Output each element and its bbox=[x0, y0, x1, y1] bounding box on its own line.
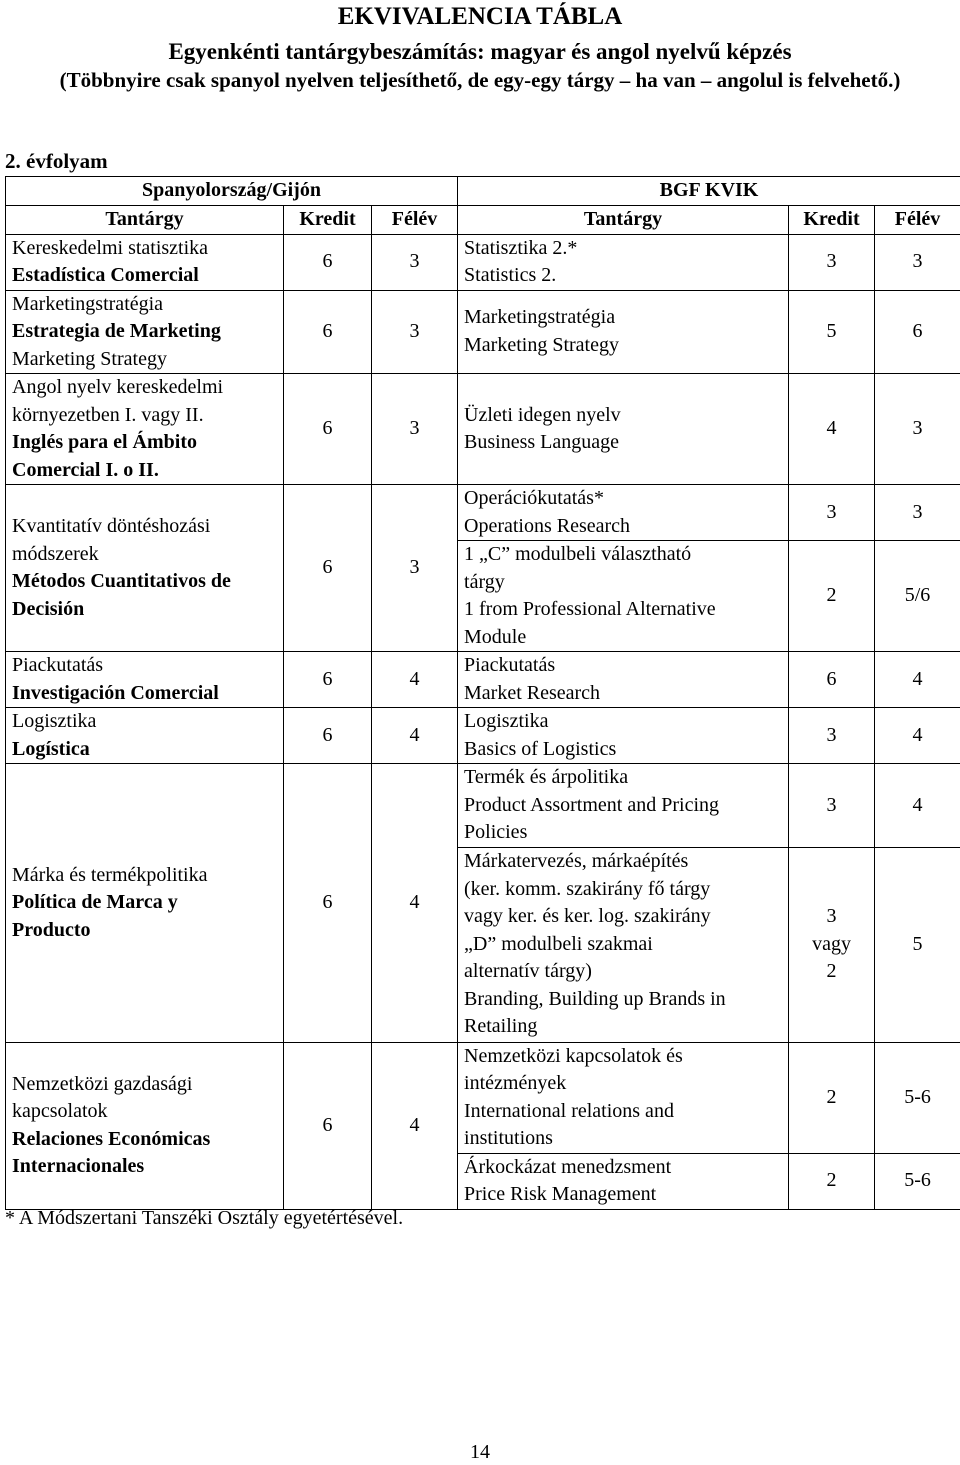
credit-cell: 2 bbox=[789, 1153, 875, 1209]
subject-cell bbox=[458, 374, 789, 485]
credit-cell: 6 bbox=[284, 374, 372, 485]
semester-cell: 3 bbox=[875, 374, 960, 485]
subject-hu: Operációkutatás* bbox=[464, 487, 604, 509]
subject-es: Producto bbox=[12, 918, 91, 941]
subject-cell bbox=[458, 234, 789, 290]
table-row bbox=[6, 708, 960, 764]
subject-en: Marketing Strategy bbox=[12, 347, 167, 370]
subject-cell bbox=[458, 652, 789, 708]
semester-cell: 5-6 bbox=[875, 1153, 960, 1209]
semester-cell: 4 bbox=[875, 652, 960, 708]
subject-en: Price Risk Management bbox=[464, 1183, 657, 1205]
semester-cell: 3 bbox=[875, 485, 960, 541]
semester-cell: 4 bbox=[372, 708, 458, 764]
subject-en: Statistics 2. bbox=[464, 264, 557, 286]
subject-hu: Márka és termékpolitika bbox=[12, 863, 208, 886]
subject-en: Retailing bbox=[464, 1015, 538, 1038]
credit-cell: 6 bbox=[284, 764, 372, 1043]
semester-cell: 3 bbox=[372, 374, 458, 485]
credit-cell: 6 bbox=[284, 652, 372, 708]
subject-hu: környezetben I. vagy II. bbox=[12, 403, 204, 426]
semester-cell: 4 bbox=[372, 1042, 458, 1209]
subject-hu: Nemzetközi kapcsolatok és bbox=[464, 1044, 683, 1067]
credit-cell: 6 bbox=[284, 708, 372, 764]
credit-cell: 3 bbox=[789, 485, 875, 541]
credit-cell: 3 bbox=[789, 708, 875, 764]
year-label: 2. évfolyam bbox=[5, 149, 108, 173]
subject-hu: Piackutatás bbox=[12, 654, 104, 676]
subject-hu: Logisztika bbox=[464, 710, 549, 732]
subject-hu: Logisztika bbox=[12, 710, 97, 732]
subject-cell bbox=[458, 290, 789, 374]
subject-en: Market Research bbox=[464, 681, 601, 704]
semester-cell: 4 bbox=[875, 708, 960, 764]
subject-cell bbox=[6, 290, 284, 374]
subject-es: Relaciones Económicas bbox=[12, 1127, 211, 1150]
subject-en: Operations Research bbox=[464, 514, 631, 537]
semester-cell: 4 bbox=[875, 764, 960, 848]
subject-es: Estrategia de Marketing bbox=[12, 320, 221, 342]
semester-cell: 3 bbox=[372, 485, 458, 652]
credit-cell: 3 bbox=[789, 764, 875, 848]
subject-en: Basics of Logistics bbox=[464, 737, 617, 760]
subject-cell bbox=[6, 764, 284, 1043]
table-row bbox=[6, 485, 960, 541]
subject-es: Internacionales bbox=[12, 1155, 145, 1177]
subject-hu: alternatív tárgy) bbox=[464, 960, 592, 983]
subject-hu: vagy ker. és ker. log. szakirány bbox=[464, 905, 711, 928]
table-row bbox=[6, 1042, 960, 1153]
subject-hu: Statisztika 2.* bbox=[464, 236, 578, 259]
equivalence-table bbox=[5, 176, 960, 1210]
subject-cell bbox=[458, 485, 789, 541]
col-header: Tantárgy bbox=[6, 206, 284, 235]
subject-cell bbox=[458, 708, 789, 764]
semester-cell: 3 bbox=[875, 234, 960, 290]
semester-cell: 5 bbox=[875, 847, 960, 1042]
group-header-row bbox=[6, 177, 960, 206]
subject-en: International relations and bbox=[464, 1099, 674, 1122]
subject-hu: (ker. komm. szakirány fő tárgy bbox=[464, 877, 711, 900]
table-row bbox=[6, 374, 960, 485]
credit-cell: 6 bbox=[284, 1042, 372, 1209]
page-title: EKVIVALENCIA TÁBLA bbox=[337, 3, 623, 30]
col-header: Félév bbox=[875, 206, 960, 235]
subject-es: Investigación Comercial bbox=[12, 681, 219, 704]
subject-en: institutions bbox=[464, 1127, 553, 1149]
credit-cell bbox=[789, 847, 875, 1042]
credit-cell: 6 bbox=[284, 234, 372, 290]
col-header: Kredit bbox=[284, 206, 372, 235]
subject-cell bbox=[6, 708, 284, 764]
subject-hu: Marketingstratégia bbox=[12, 292, 164, 315]
semester-cell: 5-6 bbox=[875, 1042, 960, 1153]
table-row bbox=[6, 290, 960, 374]
credit-value: vagy bbox=[812, 932, 851, 955]
subject-hu: 1 „C” modulbeli választható bbox=[464, 543, 692, 565]
subject-hu: kapcsolatok bbox=[12, 1100, 108, 1122]
subject-cell bbox=[458, 847, 789, 1042]
table-row bbox=[6, 764, 960, 848]
semester-cell: 3 bbox=[372, 290, 458, 374]
credit-cell: 3 bbox=[789, 234, 875, 290]
subject-hu: Üzleti idegen nyelv bbox=[464, 403, 621, 426]
table-row bbox=[6, 652, 960, 708]
credit-cell: 5 bbox=[789, 290, 875, 374]
subject-es: Decisión bbox=[12, 597, 85, 620]
subject-hu: Nemzetközi gazdasági bbox=[12, 1072, 193, 1095]
subject-hu: „D” modulbeli szakmai bbox=[464, 932, 653, 955]
subject-en: Marketing Strategy bbox=[464, 333, 619, 356]
semester-cell: 4 bbox=[372, 764, 458, 1043]
subject-cell bbox=[458, 764, 789, 848]
subject-hu: módszerek bbox=[12, 542, 99, 565]
subject-hu: Kvantitatív döntéshozási bbox=[12, 515, 211, 537]
credit-cell: 2 bbox=[789, 541, 875, 652]
subject-cell bbox=[458, 1042, 789, 1153]
subject-en: Business Language bbox=[464, 431, 619, 453]
credit-cell: 6 bbox=[284, 485, 372, 652]
credit-value: 2 bbox=[826, 960, 837, 983]
group-right-header: BGF KVIK bbox=[458, 177, 960, 206]
semester-cell: 6 bbox=[875, 290, 960, 374]
subject-en: Module bbox=[464, 625, 527, 648]
subject-es: Política de Marca y bbox=[12, 891, 178, 913]
table-row bbox=[6, 234, 960, 290]
subject-cell bbox=[458, 1153, 789, 1209]
subject-es: Logística bbox=[12, 737, 90, 760]
credit-cell: 6 bbox=[284, 290, 372, 374]
subject-hu: Angol nyelv kereskedelmi bbox=[12, 376, 224, 398]
page-number: 14 bbox=[470, 1441, 490, 1463]
semester-cell: 4 bbox=[372, 652, 458, 708]
credit-cell: 4 bbox=[789, 374, 875, 485]
semester-cell: 3 bbox=[372, 234, 458, 290]
subject-cell bbox=[458, 541, 789, 652]
subject-hu: Kereskedelmi statisztika bbox=[12, 236, 209, 259]
col-header: Tantárgy bbox=[458, 206, 789, 235]
footnote: * A Módszertani Tanszéki Osztály egyetértésével. bbox=[5, 1207, 404, 1229]
group-left-header: Spanyolország/Gijón bbox=[6, 177, 458, 206]
semester-cell: 5/6 bbox=[875, 541, 960, 652]
credit-cell: 6 bbox=[789, 652, 875, 708]
subject-hu: Márkatervezés, márkaépítés bbox=[464, 850, 689, 873]
subject-es: Comercial I. o II. bbox=[12, 458, 159, 481]
column-header-row bbox=[6, 206, 960, 235]
subject-en: Product Assortment and Pricing bbox=[464, 793, 719, 816]
subject-hu: Piackutatás bbox=[464, 654, 556, 676]
page-subtitle: Egyenkénti tantárgybeszámítás: magyar és angol nyelvű képzés bbox=[168, 39, 792, 64]
subject-en: Policies bbox=[464, 821, 528, 843]
credit-value: 3 bbox=[826, 905, 837, 928]
subject-hu: Termék és árpolitika bbox=[464, 766, 629, 788]
subject-hu: intézmények bbox=[464, 1072, 567, 1094]
subject-cell bbox=[6, 652, 284, 708]
subject-es: Estadística Comercial bbox=[12, 264, 199, 286]
subject-cell bbox=[6, 234, 284, 290]
credit-cell: 2 bbox=[789, 1042, 875, 1153]
subject-es: Métodos Cuantitativos de bbox=[12, 570, 231, 592]
subject-cell bbox=[6, 1042, 284, 1209]
subject-cell bbox=[6, 374, 284, 485]
col-header: Kredit bbox=[789, 206, 875, 235]
subject-es: Inglés para el Ámbito bbox=[12, 431, 197, 453]
subject-hu: Árkockázat menedzsment bbox=[464, 1155, 672, 1178]
subject-en: 1 from Professional Alternative bbox=[464, 598, 716, 620]
page-note: (Többnyire csak spanyol nyelven teljesíthető, de egy-egy tárgy – ha van – angolul is felvehető.) bbox=[59, 68, 901, 92]
subject-cell bbox=[6, 485, 284, 652]
subject-hu: tárgy bbox=[464, 570, 505, 593]
subject-hu: Marketingstratégia bbox=[464, 306, 616, 329]
col-header: Félév bbox=[372, 206, 458, 235]
subject-en: Branding, Building up Brands in bbox=[464, 987, 726, 1010]
